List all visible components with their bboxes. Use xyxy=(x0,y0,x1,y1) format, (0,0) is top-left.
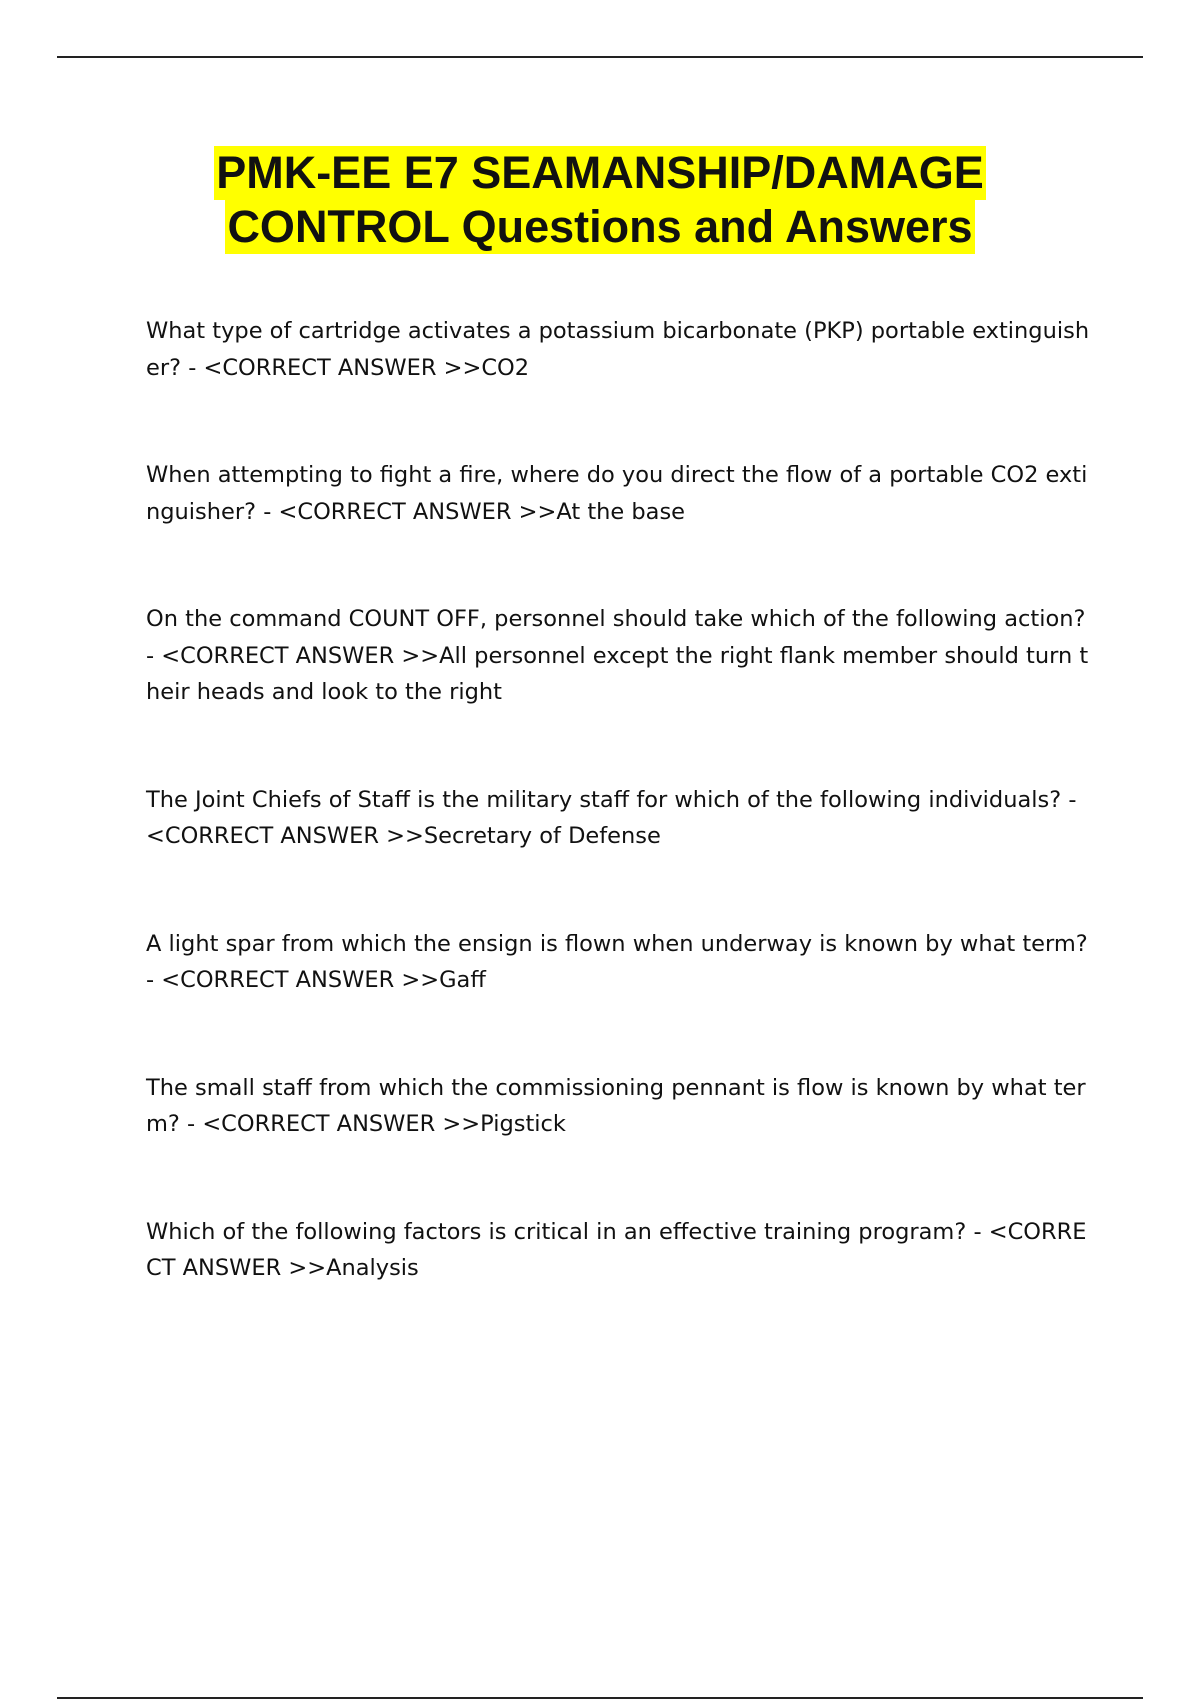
answer-prefix: <CORRECT ANSWER >> xyxy=(161,967,440,993)
separator: - xyxy=(181,354,204,381)
answer-prefix: <CORRECT ANSWER >> xyxy=(146,1218,1087,1281)
answer-text: Gaff xyxy=(439,967,486,993)
answer-text: All personnel except the right flank member should turn their heads and look to the right xyxy=(146,642,1089,705)
answer-prefix: <CORRECT ANSWER >> xyxy=(278,498,557,525)
qa-item xyxy=(146,313,1096,386)
answer-text: Analysis xyxy=(326,1255,419,1281)
qa-item xyxy=(146,926,1096,999)
question-text: When attempting to fight a fire, where do you direct the flow of a portable CO2 extinguisher? xyxy=(146,462,1088,525)
qa-item xyxy=(146,1214,1096,1287)
qa-item xyxy=(146,782,1096,855)
answer-prefix: <CORRECT ANSWER >> xyxy=(161,642,440,669)
answer-text: Pigstick xyxy=(480,1111,566,1137)
qa-item xyxy=(146,1070,1096,1143)
bottom-rule xyxy=(57,1697,1143,1699)
separator: - xyxy=(1061,786,1077,813)
answer-text: At the base xyxy=(556,498,686,525)
answer-text: CO2 xyxy=(481,354,530,381)
qa-list xyxy=(146,313,1096,1358)
separator: - xyxy=(146,967,162,993)
title-line-1: PMK-EE E7 SEAMANSHIP/DAMAGE xyxy=(216,147,984,198)
document-title xyxy=(0,146,1200,254)
answer-prefix: <CORRECT ANSWER >> xyxy=(203,354,482,381)
question-text: On the command COUNT OFF, personnel should take which of the following action? xyxy=(146,606,1086,632)
separator: - xyxy=(966,1218,989,1245)
answer-prefix: <CORRECT ANSWER >> xyxy=(202,1111,481,1137)
question-text: Which of the following factors is critical in an effective training program? xyxy=(146,1218,967,1245)
question-text: What type of cartridge activates a potassium bicarbonate (PKP) portable extinguisher? xyxy=(146,318,1090,381)
qa-item xyxy=(146,457,1096,530)
answer-text: Secretary of Defense xyxy=(423,823,661,849)
question-text: The Joint Chiefs of Staff is the military staff for which of the following individuals? xyxy=(146,786,1062,813)
qa-item xyxy=(146,601,1096,711)
question-text: A light spar from which the ensign is flown when underway is known by what term? xyxy=(146,930,1088,957)
top-rule xyxy=(57,56,1143,58)
answer-prefix: <CORRECT ANSWER >> xyxy=(146,823,424,849)
question-text: The small staff from which the commissioning pennant is flow is known by what term? xyxy=(146,1074,1086,1137)
separator: - xyxy=(179,1111,203,1137)
separator: - xyxy=(256,498,279,525)
title-line-2: CONTROL Questions and Answers xyxy=(227,201,973,252)
separator: - xyxy=(146,642,162,669)
